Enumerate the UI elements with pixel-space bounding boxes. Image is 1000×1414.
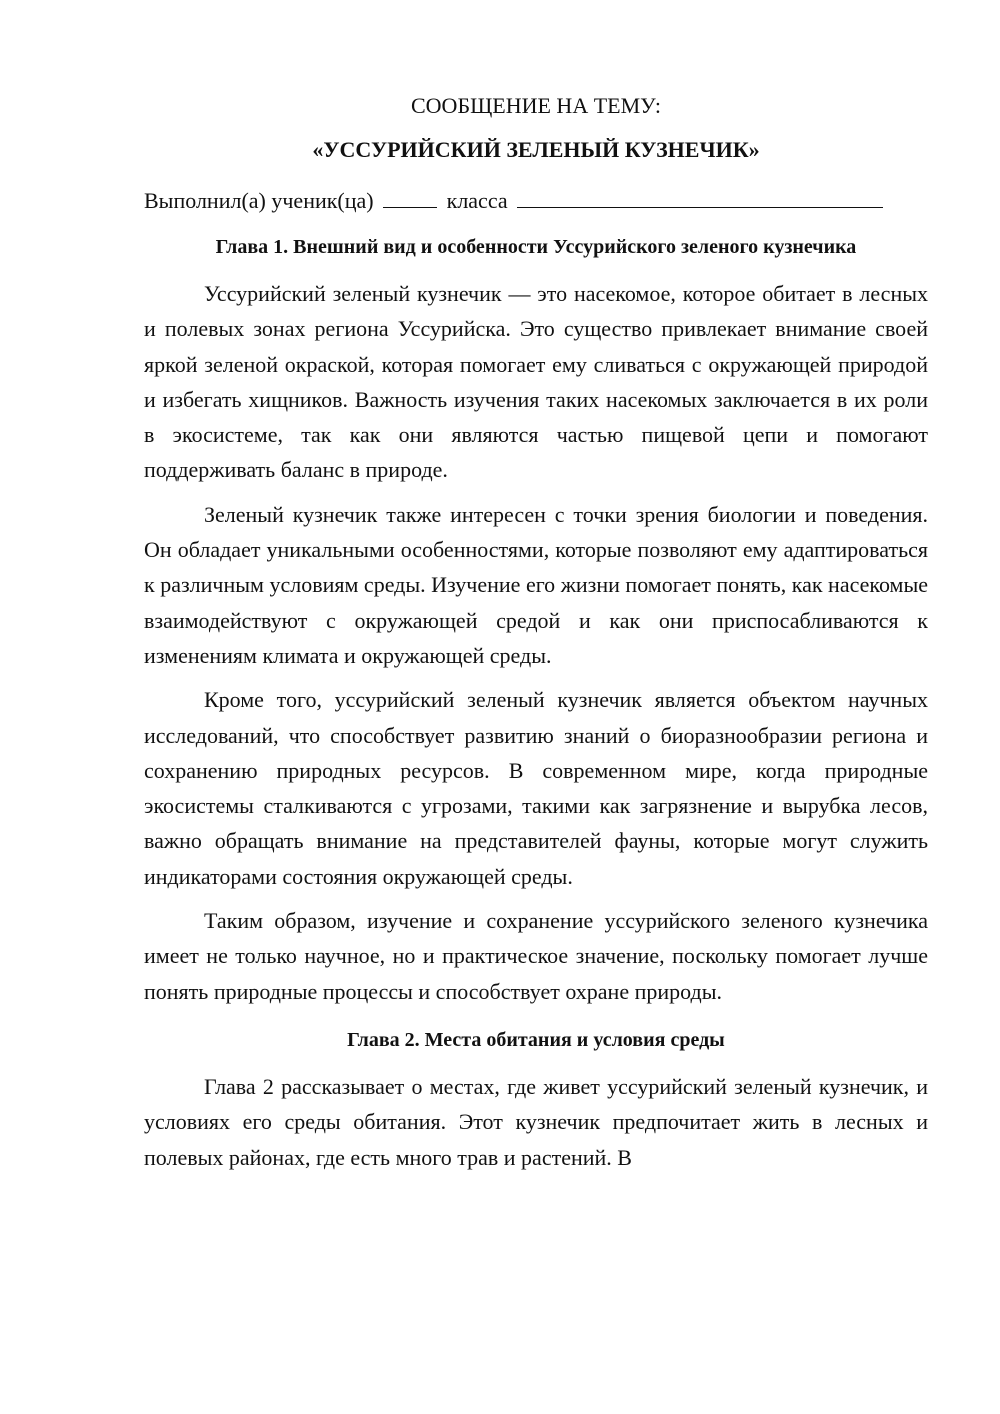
chapter1-paragraph: Зеленый кузнечик также интересен с точки зрения биологии и поведения. Он обладает уникальными особенностями, которые позволяют ему адаптироваться к различным условиям среды. Изучение его жизни помогает понять, как насекомые взаимодействуют с окружающей средой и как они приспосабливаются к изменениям климата и окружающей среды. [144,501,928,668]
chapter1-paragraph: Уссурийский зеленый кузнечик — это насекомое, которое обитает в лесных и полевых зонах региона Уссурийска. Это существо привлекает внимание своей яркой зеленой окраской, которая помогает ему сливаться с окружающей природой и избегать хищников. Важность изучения таких насекомых заключается в их роли в экосистеме, так как они являются частью пищевой цепи и помогают поддерживать баланс в природе. [144,281,928,483]
document-title-line1: СООБЩЕНИЕ НА ТЕМУ: [411,93,661,118]
student-grade-blank [383,185,437,208]
byline-class-label: класса [446,188,508,213]
document-page [144,0,928,1175]
chapter1-paragraph: Таким образом, изучение и сохранение уссурийского зеленого кузнечика имеет не только научное, но и практическое значение, поскольку помогает лучше понять природные процессы и способствует охране природы. [144,908,928,1004]
chapter2-paragraph: Глава 2 рассказывает о местах, где живет уссурийский зеленый кузнечик, и условиях его среды обитания. Этот кузнечик предпочитает жить в лесных и полевых районах, где есть много трав и растений. В [144,1073,928,1170]
byline [144,183,928,218]
chapter1-heading: Глава 1. Внешний вид и особенности Уссурийского зеленого кузнечика [215,236,857,258]
chapter1-paragraph: Кроме того, уссурийский зеленый кузнечик является объектом научных исследований, что способствует развитию знаний о биоразнообразии региона и сохранению природных ресурсов. В современном мире, когда природные экосистемы сталкиваются с угрозами, такими как загрязнение и вырубка лесов, важно обращать внимание на представителей фауны, которые могут служить индикаторами состояния окружающей среды. [144,687,928,889]
class-name-blank [517,185,883,208]
byline-student-label: Выполнил(а) ученик(ца) [144,188,374,213]
document-title-line2: «УССУРИЙСКИЙ ЗЕЛЕНЫЙ КУЗНЕЧИК» [312,137,760,162]
chapter2-heading: Глава 2. Места обитания и условия среды [347,1028,725,1051]
